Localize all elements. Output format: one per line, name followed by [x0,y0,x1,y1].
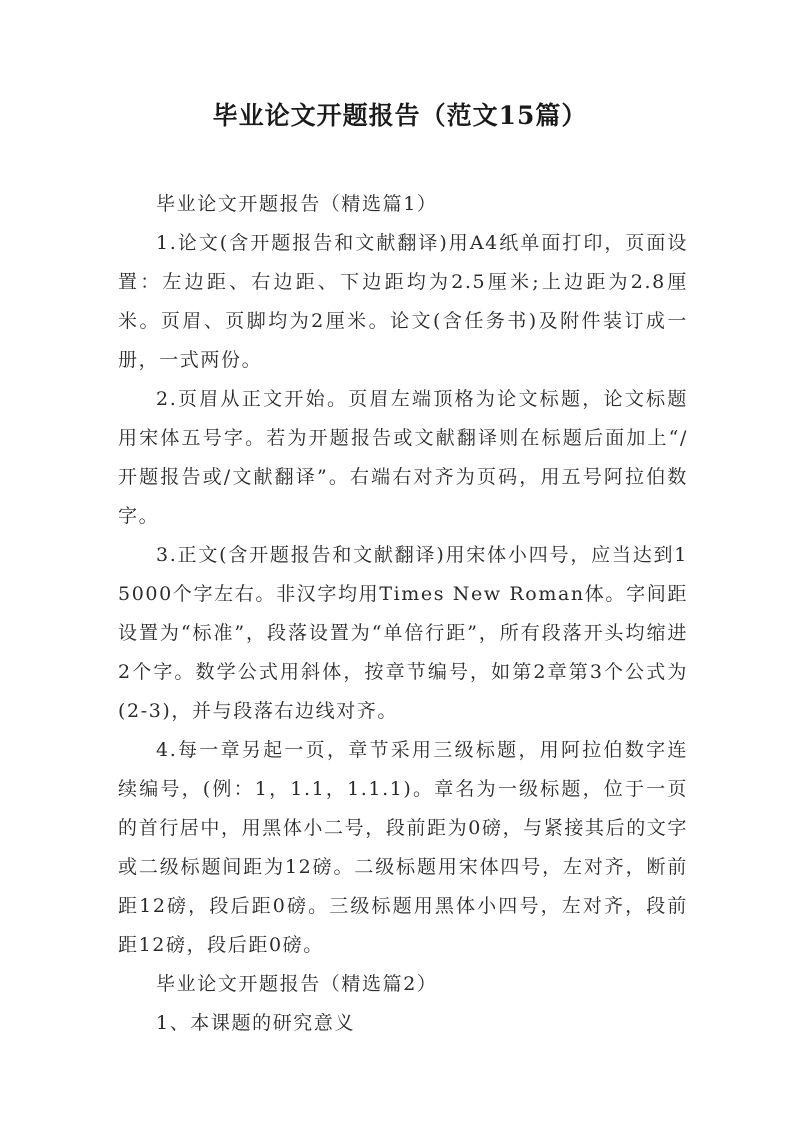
document-title: 毕业论文开题报告（范文15篇） [212,101,588,130]
section-heading-1: 毕业论文开题报告（精选篇1） [156,193,438,215]
paragraph-1: 1.论文(含开题报告和文献翻译)用A4纸单面打印，页面设置：左边距、右边距、下边距均为2.5厘米;上边距为2.8厘米。页眉、页脚均为2厘米。论文(含任务书)及附件装订成一册，一式两份。 [118,232,688,371]
paragraph-3: 3.正文(含开题报告和文献翻译)用宋体小四号，应当达到15000个字左右。非汉字均用Times New Roman体。字间距设置为“标准”，段落设置为“单倍行距”，所有段落开头均缩进2个字。数学公式用斜体，按章节编号，如第2章第3个公式为(2-3)，并与段落右边线对齐。 [118,544,688,722]
paragraph-5: 1、本课题的研究意义 [156,1012,356,1034]
paragraph-2: 2.页眉从正文开始。页眉左端顶格为论文标题，论文标题用宋体五号字。若为开题报告或文献翻译则在标题后面加上“/开题报告或/文献翻译”。右端右对齐为页码，用五号阿拉伯数字。 [118,388,688,527]
section-heading-2: 毕业论文开题报告（精选篇2） [156,973,438,995]
paragraph-4: 4.每一章另起一页，章节采用三级标题，用阿拉伯数字连续编号，(例：1，1.1，1.1.1)。章名为一级标题，位于一页的首行居中，用黑体小二号，段前距为0磅，与紧接其后的文字或二级标题间距为12磅。二级标题用宋体四号，左对齐，断前距12磅，段后距0磅。三级标题用黑体小四号，左对齐，段前距12磅，段后距0磅。 [118,739,688,956]
document-body [118,185,688,1043]
